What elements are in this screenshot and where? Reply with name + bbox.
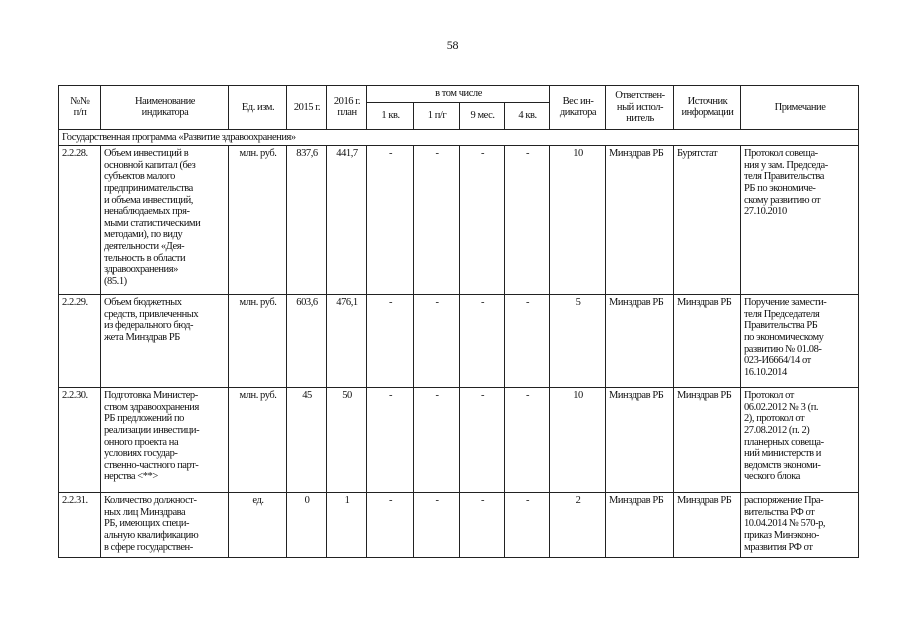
header-source: Источник информации: [674, 86, 741, 130]
cell-9m: -: [460, 146, 505, 295]
cell-num: 2.2.28.: [59, 146, 101, 295]
cell-num: 2.2.29.: [59, 295, 101, 388]
cell-weight: 5: [550, 295, 606, 388]
table-row: [59, 295, 859, 388]
cell-source: Минздрав РБ: [674, 388, 741, 493]
cell-note: Протокол от 06.02.2012 № 3 (п. 2), протокол от 27.08.2012 (п. 2) планерных совеща- ний министерств и ведомств экономи- ческого блока: [741, 388, 859, 493]
cell-num: 2.2.31.: [59, 493, 101, 558]
cell-responsible: Минздрав РБ: [606, 295, 674, 388]
cell-name: Объем бюджетных средств, привлеченных из федерального бюд- жета Минздрав РБ: [101, 295, 229, 388]
cell-name: Подготовка Министер- ством здравоохранения РБ предложений по реализации инвестици- онного проекта на условиях государ- ственно-частного парт- нерства <**>: [101, 388, 229, 493]
cell-note: распоряжение Пра- вительства РФ от 10.04.2014 № 570-р, приказ Минэконо- мразвития РФ от: [741, 493, 859, 558]
header-row: [59, 86, 859, 103]
header-name: Наименование индикатора: [101, 86, 229, 130]
cell-9m: -: [460, 493, 505, 558]
cell-name: Объем инвестиций в основной капитал (без субъектов малого предпринимательства и объема инвестиций, ненаблюдаемых пря- мыми статистическими методами), по виду деятельности «Дея- тельность в области здравоохранения» (85.1): [101, 146, 229, 295]
header-q4: 4 кв.: [505, 102, 550, 129]
page-number: 58: [446, 38, 459, 52]
header-2015: 2015 г.: [287, 86, 327, 130]
cell-unit: ед.: [229, 493, 287, 558]
cell-h1: -: [414, 295, 460, 388]
cell-source: Минздрав РБ: [674, 295, 741, 388]
cell-2015: 603,6: [287, 295, 327, 388]
cell-2016: 476,1: [327, 295, 367, 388]
cell-num: 2.2.30.: [59, 388, 101, 493]
header-q1: 1 кв.: [367, 102, 414, 129]
cell-q1: -: [367, 295, 414, 388]
cell-2015: 0: [287, 493, 327, 558]
cell-q1: -: [367, 146, 414, 295]
cell-name: Количество должност- ных лиц Минздрава РБ, имеющих специ- альную квалификацию в сфере государствен-: [101, 493, 229, 558]
cell-9m: -: [460, 295, 505, 388]
header-note: Примечание: [741, 86, 859, 130]
cell-q4: -: [505, 388, 550, 493]
cell-q1: -: [367, 493, 414, 558]
cell-h1: -: [414, 146, 460, 295]
cell-source: Минздрав РБ: [674, 493, 741, 558]
cell-2016: 441,7: [327, 146, 367, 295]
cell-2016: 50: [327, 388, 367, 493]
cell-9m: -: [460, 388, 505, 493]
cell-h1: -: [414, 388, 460, 493]
header-unit: Ед. изм.: [229, 86, 287, 130]
table-row: [59, 493, 859, 558]
cell-responsible: Минздрав РБ: [606, 388, 674, 493]
cell-weight: 10: [550, 146, 606, 295]
cell-q4: -: [505, 493, 550, 558]
cell-weight: 2: [550, 493, 606, 558]
header-weight: Вес ин- дикатора: [550, 86, 606, 130]
cell-q4: -: [505, 146, 550, 295]
indicators-table: [58, 85, 859, 558]
program-row: [59, 129, 859, 146]
cell-unit: млн. руб.: [229, 146, 287, 295]
table-row: [59, 388, 859, 493]
cell-unit: млн. руб.: [229, 295, 287, 388]
header-9m: 9 мес.: [460, 102, 505, 129]
program-title: Государственная программа «Развитие здравоохранения»: [59, 129, 859, 146]
cell-weight: 10: [550, 388, 606, 493]
cell-h1: -: [414, 493, 460, 558]
cell-unit: млн. руб.: [229, 388, 287, 493]
cell-q1: -: [367, 388, 414, 493]
table-row: [59, 146, 859, 295]
header-including: в том числе: [367, 86, 550, 103]
cell-note: Поручение замести- теля Председателя Правительства РБ по экономическому развитию № 01.08- 023-И6664/14 от 16.10.2014: [741, 295, 859, 388]
cell-2015: 45: [287, 388, 327, 493]
cell-note: Протокол совеща- ния у зам. Председа- теля Правительства РБ по экономиче- скому развитию от 27.10.2010: [741, 146, 859, 295]
cell-responsible: Минздрав РБ: [606, 146, 674, 295]
header-2016-plan: 2016 г. план: [327, 86, 367, 130]
header-h1: 1 п/г: [414, 102, 460, 129]
cell-2016: 1: [327, 493, 367, 558]
header-responsible: Ответствен- ный испол- нитель: [606, 86, 674, 130]
cell-responsible: Минздрав РБ: [606, 493, 674, 558]
cell-source: Бурятстат: [674, 146, 741, 295]
cell-q4: -: [505, 295, 550, 388]
header-num: №№ п/п: [59, 86, 101, 130]
cell-2015: 837,6: [287, 146, 327, 295]
